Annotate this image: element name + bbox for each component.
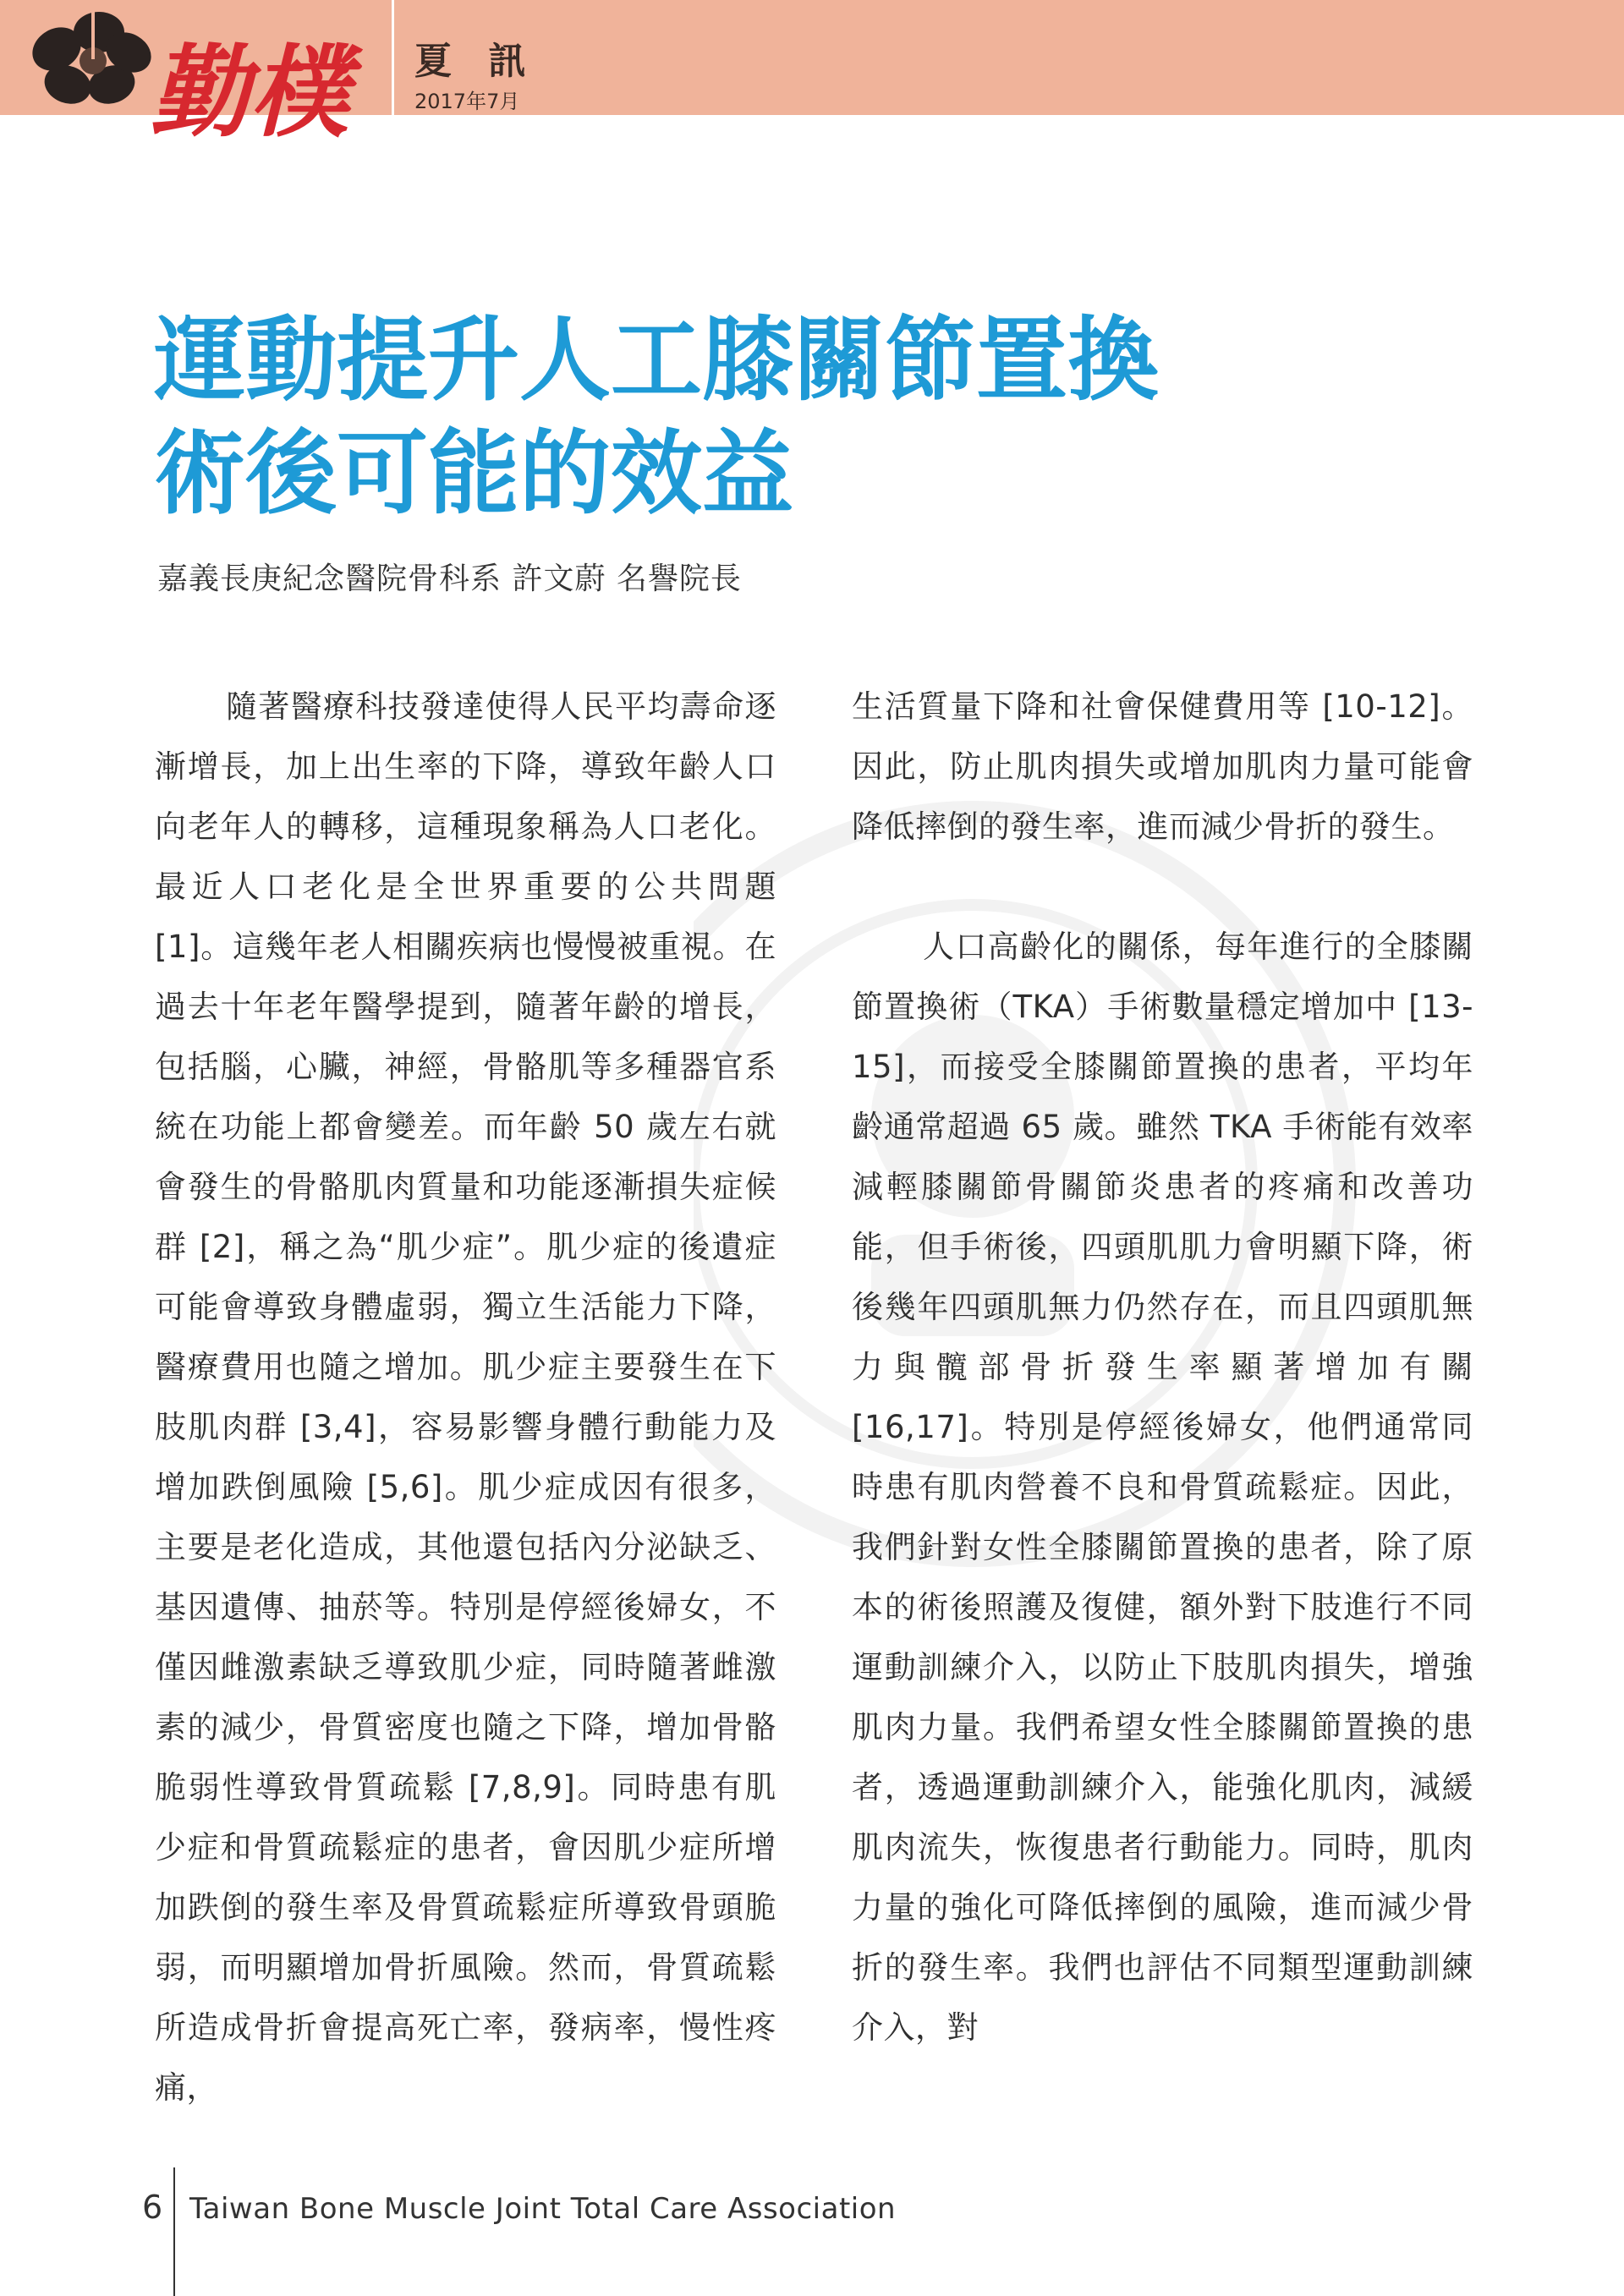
logo-text: 勤樸 (150, 33, 350, 148)
footer-association-name: Taiwan Bone Muscle Joint Total Care Association (189, 2192, 897, 2226)
issue-name: 夏 訊 (414, 40, 538, 83)
issue-date: 2017年7月 (414, 90, 520, 113)
body-paragraph: 隨著醫療科技發達使得人民平均壽命逐漸增長，加上出生率的下降，導致年齡人口向老年人的轉移，這種現象稱為人口老化。最近人口老化是全世界重要的公共問題 [1]。這幾年老人相關疾病也慢慢被重視。在過去十年老年醫學提到，隨著年齡的增長，包括腦，心臟，神經，骨骼肌等多種器官系統在功能上都會變差。而年齡 50 歲左右就會發生的骨骼肌肉質量和功能逐漸損失症候群 [2]，稱之為“肌少症”。肌少症的後遺症可能會導致身體虛弱，獨立生活能力下降，醫療費用也隨之增加。肌少症主要發生在下肢肌肉群 [3,4]，容易影響身體行動能力及增加跌倒風險 [5,6]。肌少症成因有很多，主要是老化造成，其他還包括內分泌缺乏、基因遺傳、抽菸等。特別是停經後婦女，不僅因雌激素缺乏導致肌少症，同時隨著雌激素的減少，骨質密度也隨之下降，增加骨骼脆弱性導致骨質疏鬆 [7,8,9]。同時患有肌少症和骨質疏鬆症的患者，會因肌少症所增加跌倒的發生率及骨質疏鬆症所導致骨頭脆弱，而明顯增加骨折風險。然而，骨質疏鬆所造成骨折會提高死亡率，發病率，慢性疼痛， (155, 688, 776, 2106)
text-column-left (155, 677, 776, 2118)
magazine-logo (19, 0, 374, 148)
hibiscus-flower-icon (25, 8, 158, 110)
page-number: 6 (142, 2189, 163, 2226)
author-byline: 嘉義長庚紀念醫院骨科系 許文蔚 名譽院長 (157, 562, 742, 596)
title-line: 運動提升人工膝關節置換 (154, 308, 1160, 414)
body-paragraph: 人口高齡化的關係，每年進行的全膝關節置換術（TKA）手術數量穩定增加中 [13-15]，而接受全膝關節置換的患者，平均年齡通常超過 65 歲。雖然 TKA 手術能有效率減輕膝關節骨關節炎患者的疼痛和改善功能，但手術後，四頭肌肌力會明顯下降，術後幾年四頭肌無力仍然存在，而且四頭肌無力與髖部骨折發生率顯著增加有關 [16,17]。特別是停經後婦女，他們通常同時患有肌肉營養不良和骨質疏鬆症。因此，我們針對女性全膝關節置換的患者，除了原本的術後照護及復健，額外對下肢進行不同運動訓練介入，以防止下肢肌肉損失，增強肌肉力量。我們希望女性全膝關節置換的患者，透過運動訓練介入，能強化肌肉，減緩肌肉流失，恢復患者行動能力。同時，肌肉力量的強化可降低摔倒的風險，進而減少骨折的發生率。我們也評估不同類型運動訓練介入，對 (852, 929, 1473, 2046)
title-line: 術後可能的效益 (154, 421, 794, 527)
footer-divider (173, 2167, 175, 2296)
article-title (154, 304, 1507, 531)
body-paragraph: 生活質量下降和社會保健費用等 [10-12]。因此，防止肌肉損失或增加肌肉力量可能會降低摔倒的發生率，進而減少骨折的發生。 (852, 688, 1473, 845)
header-divider (392, 0, 394, 115)
text-column-right (852, 677, 1473, 2058)
